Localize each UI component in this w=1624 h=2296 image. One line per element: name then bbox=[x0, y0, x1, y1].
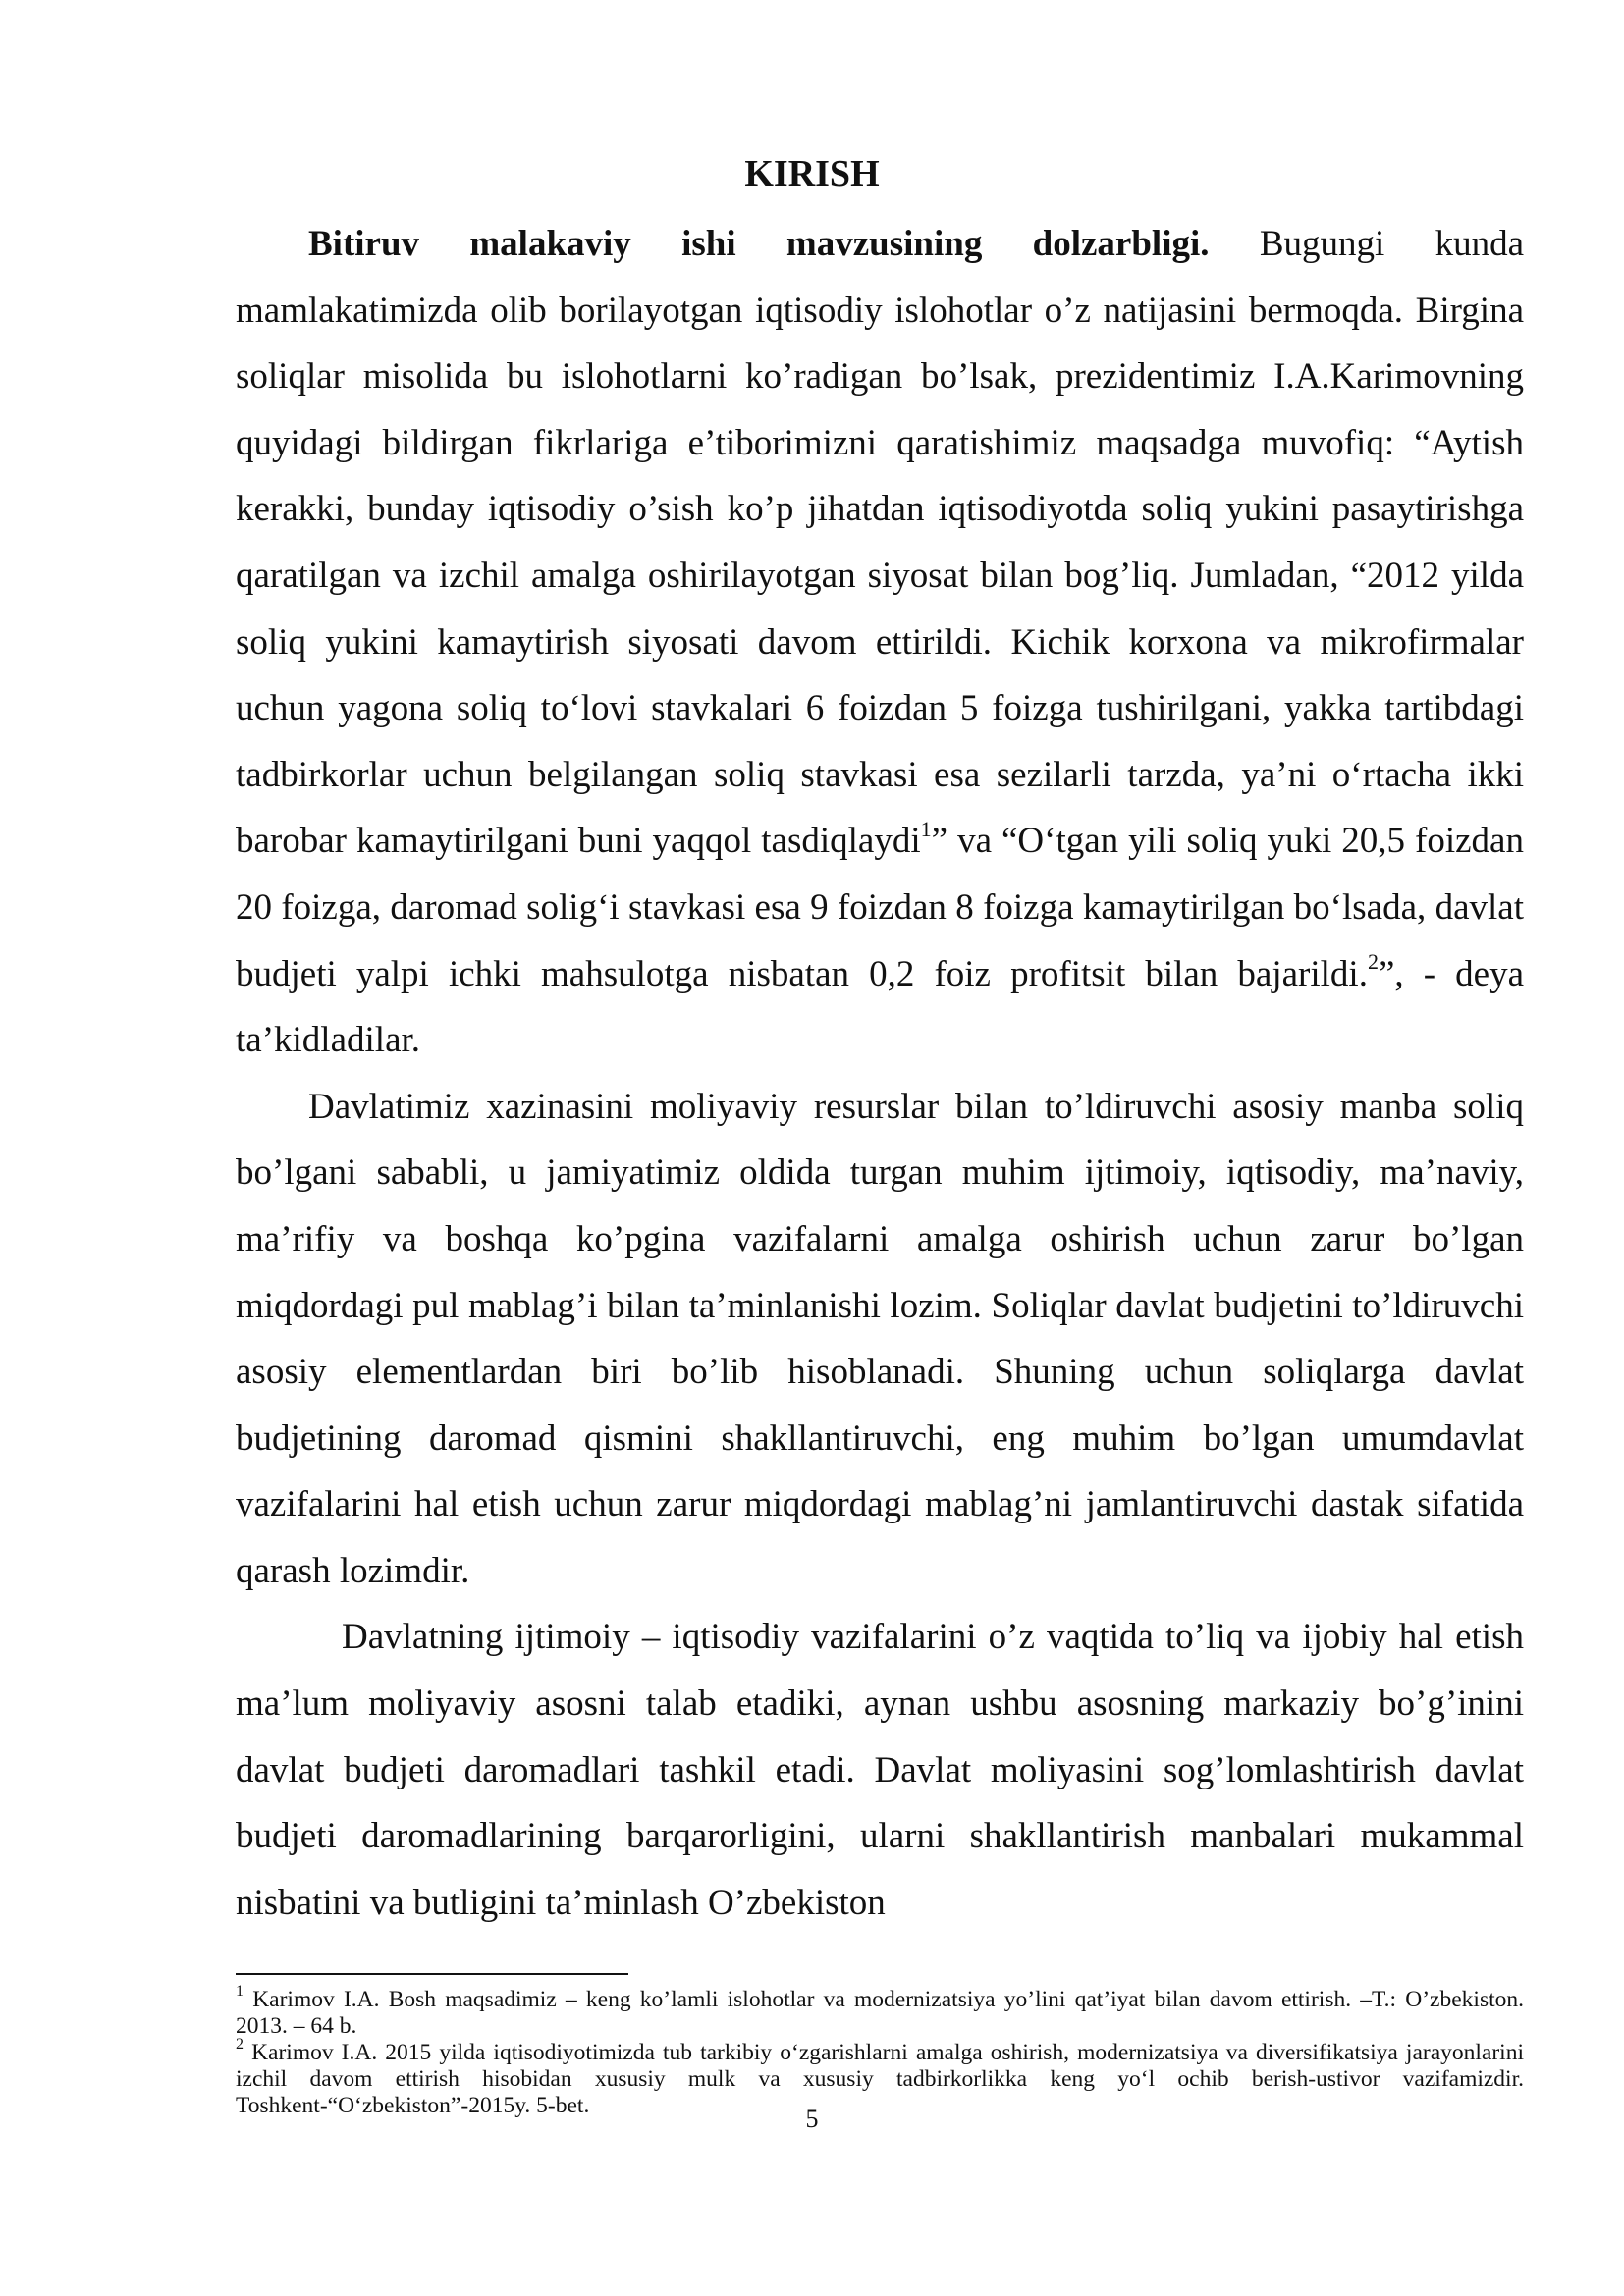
paragraph-state-functions: Davlatning ijtimoiy – iqtisodiy vazifalarini o’z vaqtida to’liq va ijobiy hal etish ma’lum moliyaviy asosni talab etadiki, aynan ushbu asosning markaziy bo’g’inini davlat budjeti daromadlari tashkil etadi. Davlat moliyasini sog’lomlashtirish davlat budjeti daromadlarining barqarorligini, ularni shakllantirish manbalari mukammal nisbatini va butligini ta’minlash O’zbekiston bbox=[236, 1617, 1524, 1923]
paragraph-text: ”, - deya ta’kidladilar. bbox=[236, 953, 1524, 1061]
footnote-item bbox=[236, 1983, 1524, 2040]
paragraph-text: ” va “O‘tgan yili soliq yuki 20,5 foizdan 20 foizga, daromad solig‘i stavkasi esa 9 foizdan 8 foizga kamaytirilgan bo‘lsada, davlat budjeti yalpi ichki mahsulotga nisbatan 0,2 foiz profitsit bilan bajarildi. bbox=[236, 821, 1524, 994]
footnote-separator bbox=[236, 1973, 628, 1975]
paragraph-lead: Bitiruv malakaviy ishi mavzusining dolzarbligi. bbox=[308, 224, 1210, 264]
footnote-marker: 1 bbox=[236, 1983, 244, 2001]
footnotes bbox=[236, 1983, 1524, 2119]
footnote-marker: 2 bbox=[236, 2036, 244, 2054]
paragraph-relevance bbox=[236, 211, 1524, 1074]
footnote-reference: 1 bbox=[920, 817, 932, 842]
paragraph-treasury: Davlatimiz xazinasini moliyaviy resurslar bilan to’ldiruvchi asosiy manba soliq bo’lgani sababli, u jamiyatimiz oldida turgan muhim ijtimoiy, iqtisodiy, ma’naviy, ma’rifiy va boshqa ko’pgina vazifalarni amalga oshirish uchun zarur bo’lgan miqdordagi pul mablag’i bilan ta’minlanishi lozim. Soliqlar davlat budjetini to’ldiruvchi asosiy elementlardan biri bo’lib hisoblanadi. Shuning uchun soliqlarga davlat budjetining daromad qismini shakllantiruvchi, eng muhim bo’lgan umumdavlat vazifalarini hal etish uchun zarur miqdordagi mablag’ni jamlantiruvchi dastak sifatida qarash lozimdir. bbox=[236, 1086, 1524, 1591]
main-text bbox=[236, 211, 1524, 1936]
page-number: 5 bbox=[805, 2105, 819, 2133]
footnote-reference: 2 bbox=[1367, 949, 1379, 975]
paragraph-text: Bugungi kunda mamlakatimizda olib borilayotgan iqtisodiy islohotlar o’z natijasini bermoqda. Birgina soliqlar misolida bu islohotlarni ko’radigan bo’lsak, prezidentimiz I.A.Karimovning quyidagi bildirgan fikrlariga e’tiborimizni qaratishimiz maqsadga muvofiq: “Aytish kerakki, bunday iqtisodiy o’sish ko’p jihatdan iqtisodiyotda soliq yukini pasaytirishga qaratilgan va izchil amalga oshirilayotgan siyosat bilan bog’liq. Jumladan, “2012 yilda soliq yukini kamaytirish siyosati davom ettirildi. Kichik korxona va mikrofirmalar uchun yagona soliq to‘lovi stavkalari 6 foizdan 5 foizga tushirilgani, yakka tartibdagi tadbirkorlar uchun belgilangan soliq stavkasi esa sezilarli tarzda, ya’ni o‘rtacha ikki barobar kamaytirilgani buni yaqqol tasdiqlaydi bbox=[236, 224, 1524, 862]
footnote-text: Karimov I.A. Bosh maqsadimiz – keng ko’lamli islohotlar va modernizatsiya yo’lini qat’iyat bilan davom ettirish. –T.: O’zbekiston. 2013. – 64 b. bbox=[236, 1987, 1524, 2039]
footnote-text: Karimov I.A. 2015 yilda iqtisodiyotimizda tub tarkibiy o‘zgarishlarni amalga oshirish, modernizatsiya va diversifikatsiya jarayonlarini izchil davom ettirish hisobidan xususiy mulk va xususiy tadbirkorlikka keng yo‘l ochib berish-ustivor vazifamizdir. Toshkent-“O‘zbekiston”-2015y. 5-bet. bbox=[236, 2040, 1524, 2118]
section-heading: KIRISH bbox=[744, 153, 880, 194]
